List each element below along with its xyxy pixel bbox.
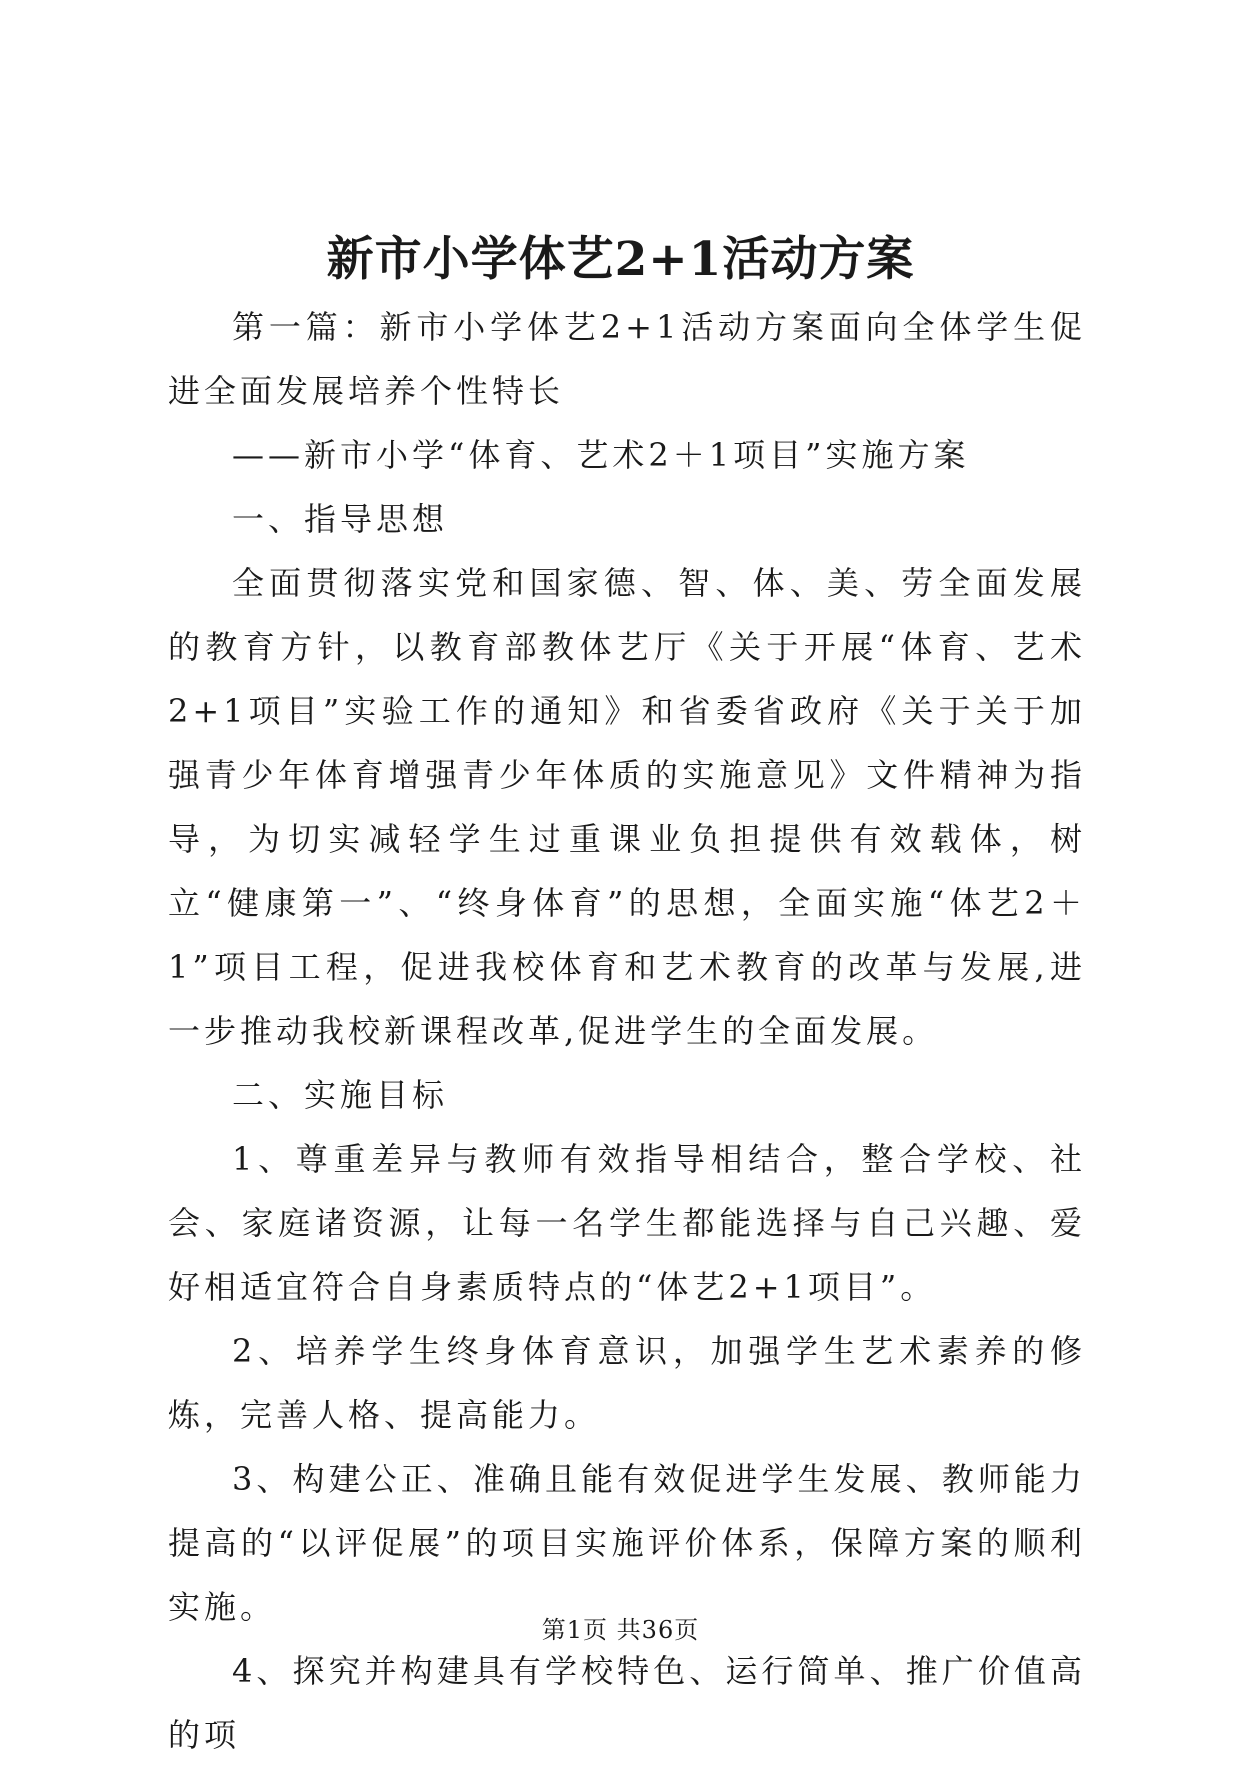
document-body bbox=[168, 295, 1086, 1767]
paragraph: 2、培养学生终身体育意识，加强学生艺术素养的修炼，完善人格、提高能力。 bbox=[168, 1332, 1086, 1434]
page-footer: 第1页 共36页 bbox=[541, 1616, 700, 1644]
paragraph: 3、构建公正、准确且能有效促进学生发展、教师能力提高的“以评促展”的项目实施评价体系，保障方案的顺利实施。 bbox=[168, 1460, 1086, 1626]
paragraph: 4、探究并构建具有学校特色、运行简单、推广价值高的项 bbox=[168, 1652, 1086, 1754]
paragraph: ——新市小学“体育、艺术2＋1项目”实施方案 bbox=[232, 436, 970, 474]
document-title: 新市小学体艺2+1活动方案 bbox=[326, 232, 915, 287]
section-heading: 一、指导思想 bbox=[232, 500, 449, 538]
paragraph: 1、尊重差异与教师有效指导相结合，整合学校、社会、家庭诸资源，让每一名学生都能选择与自己兴趣、爱好相适宜符合自身素质特点的“体艺2+1项目”。 bbox=[168, 1140, 1086, 1306]
paragraph: 第一篇：新市小学体艺2+1活动方案面向全体学生促进全面发展培养个性特长 bbox=[168, 308, 1086, 410]
section-heading: 二、实施目标 bbox=[232, 1076, 449, 1114]
paragraph: 全面贯彻落实党和国家德、智、体、美、劳全面发展的教育方针，以教育部教体艺厅《关于开展“体育、艺术2+1项目”实验工作的通知》和省委省政府《关于关于加强青少年体育增强青少年体质的实施意见》文件精神为指导，为切实减轻学生过重课业负担提供有效载体，树立“健康第一”、“终身体育”的思想，全面实施“体艺2＋1”项目工程，促进我校体育和艺术教育的改革与发展,进一步推动我校新课程改革,促进学生的全面发展。 bbox=[168, 564, 1086, 1050]
